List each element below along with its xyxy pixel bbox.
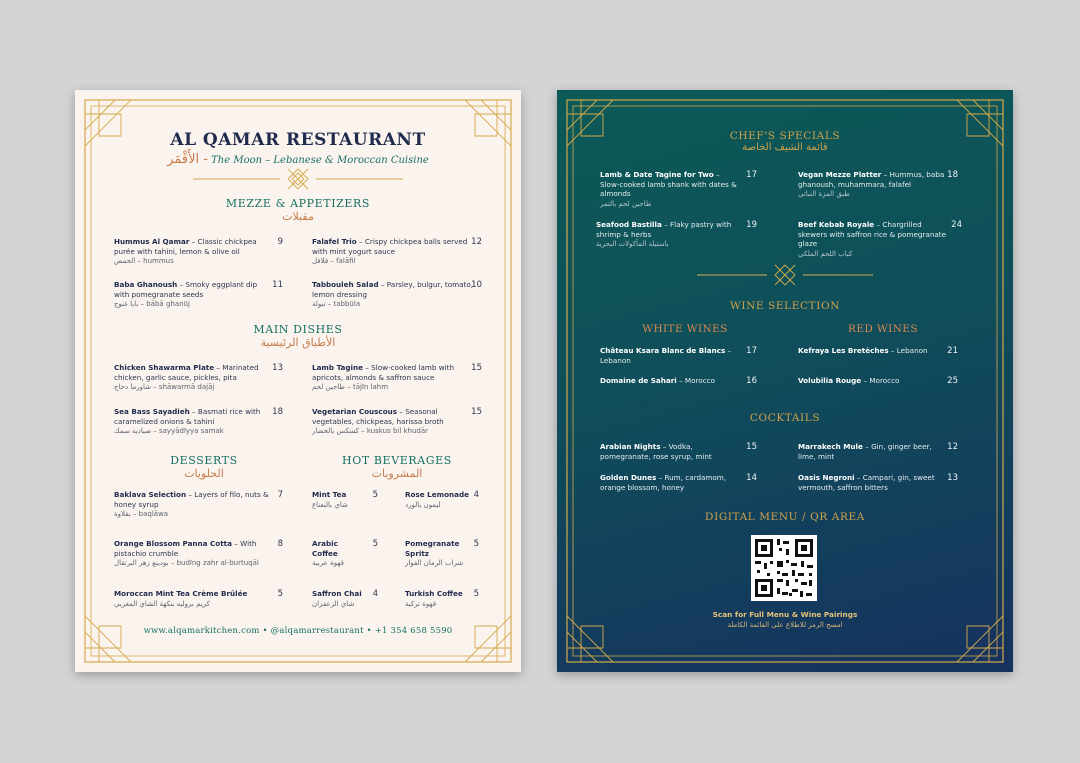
item-desc: – Chargrilled skewers with saffron rice & pomegranate glaze: [798, 220, 947, 248]
item-arabic: كسكس بالخضار – kuskus bil khudār: [312, 427, 429, 435]
cocktail-item: [798, 473, 938, 492]
menu-item: [114, 363, 274, 393]
cocktail-item: [600, 473, 740, 492]
item-desc: – Flaky pastry with shrimp & herbs: [596, 220, 732, 239]
item-arabic: قهوة تركية: [405, 599, 437, 608]
item-name: Pomegranate Spritz: [405, 539, 460, 558]
item-arabic: بقلاوة – baqlāwa: [114, 510, 169, 518]
beverage-item: [312, 490, 368, 510]
hot-beverages-heading: HOT BEVERAGES: [342, 454, 452, 467]
item-desc: – Lebanon: [888, 346, 928, 355]
item-price: 18: [272, 407, 283, 417]
menu-item: [114, 407, 274, 437]
item-name: Rose Lemonade: [405, 490, 469, 499]
item-desc: – Slow-cooked lamb shank with dates & almonds: [600, 170, 737, 198]
item-arabic: شاي بالنعناع: [312, 500, 348, 509]
item-desc: – Parsley, bulgur, tomato, lemon dressing: [312, 280, 474, 299]
item-arabic: بابا غنوج – bābā ghanūj: [114, 300, 190, 308]
subtitle-text: The Moon – Lebanese & Moroccan Cuisine: [211, 155, 429, 166]
menu-item: [114, 237, 274, 267]
item-price: 5: [473, 589, 479, 599]
item-arabic: شاي الزعفران: [312, 599, 355, 608]
menu-item: [798, 170, 948, 200]
mains-heading: MAIN DISHES: [253, 323, 343, 336]
white-wines-heading: WHITE WINES: [642, 323, 728, 335]
menu-item: [114, 490, 274, 520]
desserts-heading-arabic: الحلويات: [184, 467, 224, 480]
item-price: 9: [277, 237, 283, 247]
item-price: 5: [473, 539, 479, 549]
item-desc: – Crispy chickpea balls served with mint yogurt sauce: [312, 237, 468, 256]
wine-heading: WINE SELECTION: [729, 300, 840, 312]
hot-beverages-heading-arabic: المشروبات: [371, 467, 423, 480]
item-name: Arabian Nights: [600, 442, 661, 451]
item-arabic: شاورما دجاج – shāwarmā dajāj: [114, 383, 215, 391]
menu-item: [312, 280, 474, 310]
desserts-heading: DESSERTS: [170, 454, 238, 467]
wine-item: [798, 346, 943, 356]
item-price: 14: [746, 473, 757, 483]
mezze-heading: MEZZE & APPETIZERS: [225, 197, 371, 210]
item-desc: – Classic chickpea purée with tahini, lemon & olive oil: [114, 237, 257, 256]
item-desc: – Smoky eggplant dip with pomegranate seeds: [114, 280, 258, 299]
item-price: 8: [277, 539, 283, 549]
item-arabic: طاجين لحم – tājīn lahm: [312, 383, 389, 391]
wine-item: [798, 376, 943, 386]
item-name: Kefraya Les Bretèches: [798, 346, 889, 355]
item-price: 15: [746, 442, 757, 452]
menu-item: [312, 237, 474, 267]
item-name: Oasis Negroni: [798, 473, 855, 482]
center-divider-ornament: [697, 265, 873, 285]
item-desc: – With pistachio crumble: [114, 539, 257, 558]
item-price: 15: [471, 363, 482, 373]
item-name: Turkish Coffee: [405, 589, 463, 598]
item-name: Chicken Shawarma Plate: [114, 363, 215, 372]
item-name: Vegetarian Couscous: [312, 407, 398, 416]
specials-heading: CHEF'S SPECIALS: [729, 130, 841, 142]
item-name: Volubilia Rouge: [798, 376, 862, 385]
item-arabic: فلافل – falāfil: [312, 257, 356, 265]
item-price: 12: [471, 237, 482, 247]
item-name: Arabic Coffee: [312, 539, 338, 558]
red-wines-heading: RED WINES: [848, 323, 918, 335]
item-name: Château Ksara Blanc de Blancs: [600, 346, 726, 355]
mezze-heading-arabic: مقبلات: [282, 210, 314, 223]
item-desc: – Gin, ginger beer, lime, mint: [798, 442, 932, 461]
cocktails-heading: COCKTAILS: [749, 412, 821, 424]
item-desc: – Rum, cardamom, orange blossom, honey: [600, 473, 727, 492]
item-price: 12: [947, 442, 958, 452]
menu-item: [596, 220, 736, 250]
qr-caption-arabic: امسح الرمز للاطلاع على القائمة الكاملة: [727, 621, 843, 629]
restaurant-subtitle: [75, 152, 521, 167]
item-price: 19: [746, 220, 757, 230]
item-desc: – Marinated chicken, garlic sauce, pickles, pita: [114, 363, 259, 382]
menu-item: [798, 220, 948, 259]
wine-item: [600, 376, 735, 386]
item-arabic: تبولة – tabbūla: [312, 300, 361, 308]
item-desc: – Basmati rice with caramelized onions & tahini: [114, 407, 261, 426]
item-arabic: ليمون بالورد: [405, 500, 441, 509]
item-price: 7: [277, 490, 283, 500]
item-arabic: قهوة عربية: [312, 559, 344, 567]
beverage-item: [312, 539, 362, 569]
qr-code-icon: [751, 535, 817, 601]
beverage-item: [405, 490, 471, 510]
item-price: 11: [272, 280, 283, 290]
item-price: 24: [951, 220, 962, 230]
specials-heading-arabic: قائمة الشيف الخاصة: [742, 142, 828, 153]
contact-footer: www.alqamarkitchen.com • @alqamarrestaurant • +1 354 658 5590: [143, 626, 453, 636]
item-desc: – Lebanon: [600, 346, 732, 365]
menu-item: [312, 407, 474, 437]
item-name: Hummus Al Qamar: [114, 237, 190, 246]
menu-item: [114, 539, 274, 569]
center-divider-ornament: [193, 169, 403, 189]
cocktail-item: [798, 442, 938, 461]
item-price: 4: [473, 490, 479, 500]
beverage-item: [312, 589, 368, 609]
restaurant-title: AL QAMAR RESTAURANT: [170, 130, 426, 150]
menu-item: [312, 363, 474, 393]
item-price: 25: [947, 376, 958, 386]
item-name: Golden Dunes: [600, 473, 657, 482]
item-name: Beef Kebab Royale: [798, 220, 875, 229]
item-price: 21: [947, 346, 958, 356]
item-arabic: كريم بروليه بنكهة الشاي المغربي: [114, 599, 210, 608]
item-name: Domaine de Sahari: [600, 376, 677, 385]
item-desc: – Hummus, baba ghanoush, muhammara, falafel: [798, 170, 945, 189]
subtitle-arabic: الأَقْمَر -: [167, 152, 208, 167]
mains-heading-arabic: الأطباق الرئيسية: [260, 336, 336, 349]
item-desc: – Campari, gin, sweet vermouth, saffron bitters: [798, 473, 935, 492]
cocktail-item: [600, 442, 740, 461]
item-name: Baba Ghanoush: [114, 280, 178, 289]
item-desc: – Seasonal vegetables, chickpeas, harissa broth: [312, 407, 444, 426]
wine-item: [600, 346, 735, 365]
item-name: Seafood Bastilla: [596, 220, 662, 229]
menu-front-page: [75, 90, 521, 672]
qr-caption: Scan for Full Menu & Wine Pairings: [712, 610, 858, 619]
qr-heading: DIGITAL MENU / QR AREA: [705, 511, 865, 523]
corner-ornament-br: [465, 616, 511, 662]
item-arabic: باستيلة المأكولات البحرية: [596, 240, 669, 248]
item-name: Saffron Chai: [312, 589, 362, 598]
item-price: 18: [947, 170, 958, 180]
item-arabic: الحمص – hummus: [114, 257, 174, 265]
item-price: 15: [471, 407, 482, 417]
item-name: Vegan Mezze Platter: [798, 170, 882, 179]
item-desc: – Layers of filo, nuts & honey syrup: [114, 490, 269, 509]
item-name: Moroccan Mint Tea Crème Brûlée: [114, 589, 248, 598]
menu-back-page: [557, 90, 1013, 672]
item-name: Orange Blossom Panna Cotta: [114, 539, 232, 548]
item-name: Lamb Tagine: [312, 363, 363, 372]
qr-code[interactable]: [751, 535, 817, 601]
item-desc: – Morocco: [861, 376, 900, 385]
item-name: Falafel Trio: [312, 237, 357, 246]
menu-item: [600, 170, 740, 209]
item-desc: – Slow-cooked lamb with apricots, almonds & saffron sauce: [312, 363, 455, 382]
item-name: Tabbouleh Salad: [312, 280, 379, 289]
item-name: Mint Tea: [312, 490, 347, 499]
item-name: Baklava Selection: [114, 490, 187, 499]
item-name: Lamb & Date Tagine for Two: [600, 170, 714, 179]
item-price: 5: [277, 589, 283, 599]
item-price: 4: [372, 589, 378, 599]
item-desc: – Vodka, pomegranate, rose syrup, mint: [600, 442, 712, 461]
item-desc: – Morocco: [676, 376, 715, 385]
menu-item: [114, 589, 274, 609]
item-price: 13: [947, 473, 958, 483]
item-price: 17: [746, 346, 757, 356]
item-price: 13: [272, 363, 283, 373]
item-price: 10: [471, 280, 482, 290]
menu-item: [114, 280, 274, 310]
item-arabic: شراب الرمان الفوار: [405, 559, 464, 567]
item-price: 5: [372, 490, 378, 500]
item-price: 17: [746, 170, 757, 180]
item-price: 16: [746, 376, 757, 386]
beverage-item: [405, 589, 471, 609]
corner-ornament-bl: [85, 616, 131, 662]
item-arabic: طاجين لحم بالتمر: [600, 199, 652, 208]
item-arabic: صيادية سمك – sayyādīyya samak: [114, 427, 224, 435]
beverage-item: [405, 539, 467, 569]
item-arabic: طبق المزة النباتي: [798, 190, 850, 198]
item-arabic: كباب اللحم الملكي: [798, 249, 853, 258]
item-name: Marrakech Mule: [798, 442, 863, 451]
item-name: Sea Bass Sayadieh: [114, 407, 190, 416]
item-arabic: بودينغ زهر البرتقال – budīng zahr al-burtuqāl: [114, 559, 259, 567]
item-price: 5: [372, 539, 378, 549]
